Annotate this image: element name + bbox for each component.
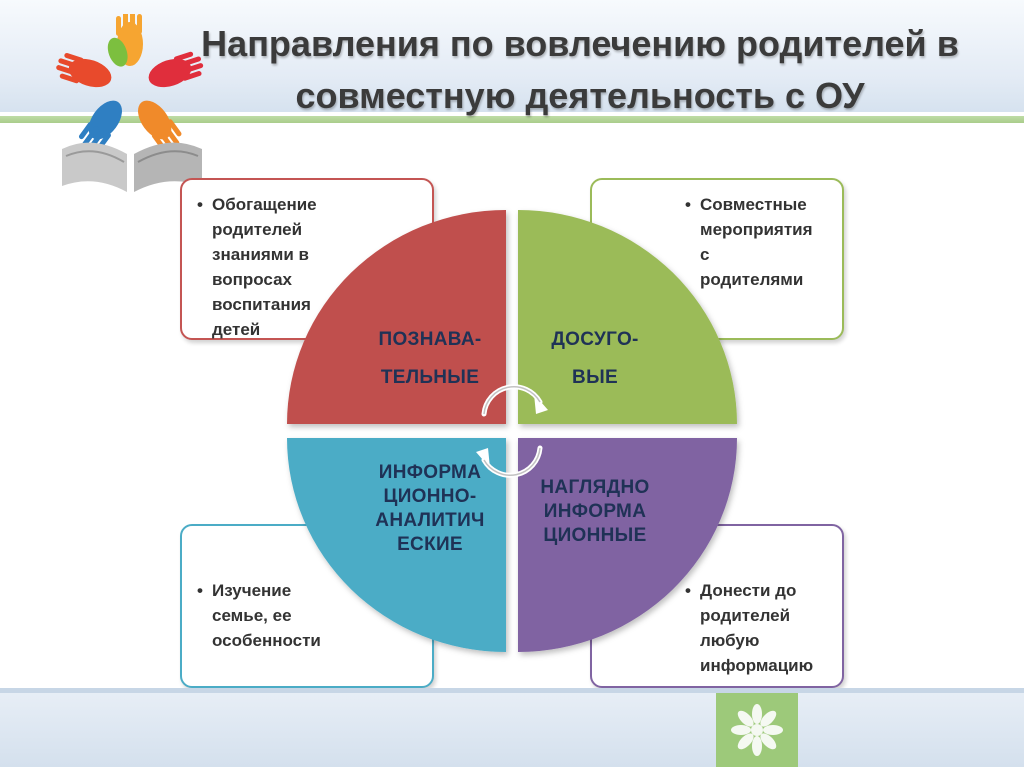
title-line-2: совместную деятельность с ОУ bbox=[295, 75, 865, 116]
box-bl-line-2: семье, ее bbox=[212, 606, 292, 625]
box-br-line-3: любую bbox=[700, 631, 760, 650]
seg-br-line-3: ЦИОННЫЕ bbox=[543, 525, 647, 546]
footer-band bbox=[0, 693, 1024, 767]
box-tl-line-3: знаниями в bbox=[212, 245, 310, 264]
title-line-1: Направления по вовлечению родителей в bbox=[201, 23, 959, 64]
white-flower-icon bbox=[727, 700, 787, 760]
seg-br-line-2: ИНФОРМА bbox=[543, 501, 647, 522]
seg-bl-line-1: ИНФОРМА bbox=[378, 462, 482, 483]
box-tl-line-4: вопросах bbox=[212, 270, 292, 289]
seg-tl-line-1: ПОЗНАВА- bbox=[378, 329, 482, 350]
box-tr-line-2: мероприятия bbox=[700, 220, 813, 239]
box-tl-line-2: родителей bbox=[212, 220, 303, 239]
box-bl-line-3: особенности bbox=[212, 631, 321, 650]
box-tl-line-1: Обогащение bbox=[212, 195, 317, 214]
box-tr-line-4: родителями bbox=[700, 270, 804, 289]
seg-br-line-1: НАГЛЯДНО bbox=[540, 477, 650, 498]
segment-top-left-label bbox=[350, 321, 510, 397]
box-br-line-2: родителей bbox=[700, 606, 791, 625]
segment-top-right-label bbox=[520, 321, 670, 397]
box-br-line-1: Донести до bbox=[700, 581, 797, 600]
box-br-line-4: информацию bbox=[700, 656, 814, 675]
seg-bl-line-2: ЦИОННО- bbox=[383, 486, 477, 507]
seg-bl-line-3: АНАЛИТИЧ bbox=[375, 510, 485, 531]
seg-tr-line-1: ДОСУГО- bbox=[551, 329, 639, 350]
seg-tl-line-2: ТЕЛЬНЫЕ bbox=[380, 367, 480, 388]
box-tr-line-1: Совместные bbox=[700, 195, 807, 214]
box-tr-line-3: с bbox=[700, 245, 710, 264]
box-tl-line-5: воспитания bbox=[212, 295, 311, 314]
box-bl-line-1: Изучение bbox=[212, 581, 292, 600]
seg-bl-line-4: ЕСКИЕ bbox=[397, 534, 463, 555]
segment-bottom-right-label bbox=[520, 476, 670, 548]
segment-bottom-left-label bbox=[350, 461, 510, 557]
box-tl-line-6: детей bbox=[212, 320, 261, 339]
seg-tr-line-2: ВЫЕ bbox=[572, 367, 618, 388]
